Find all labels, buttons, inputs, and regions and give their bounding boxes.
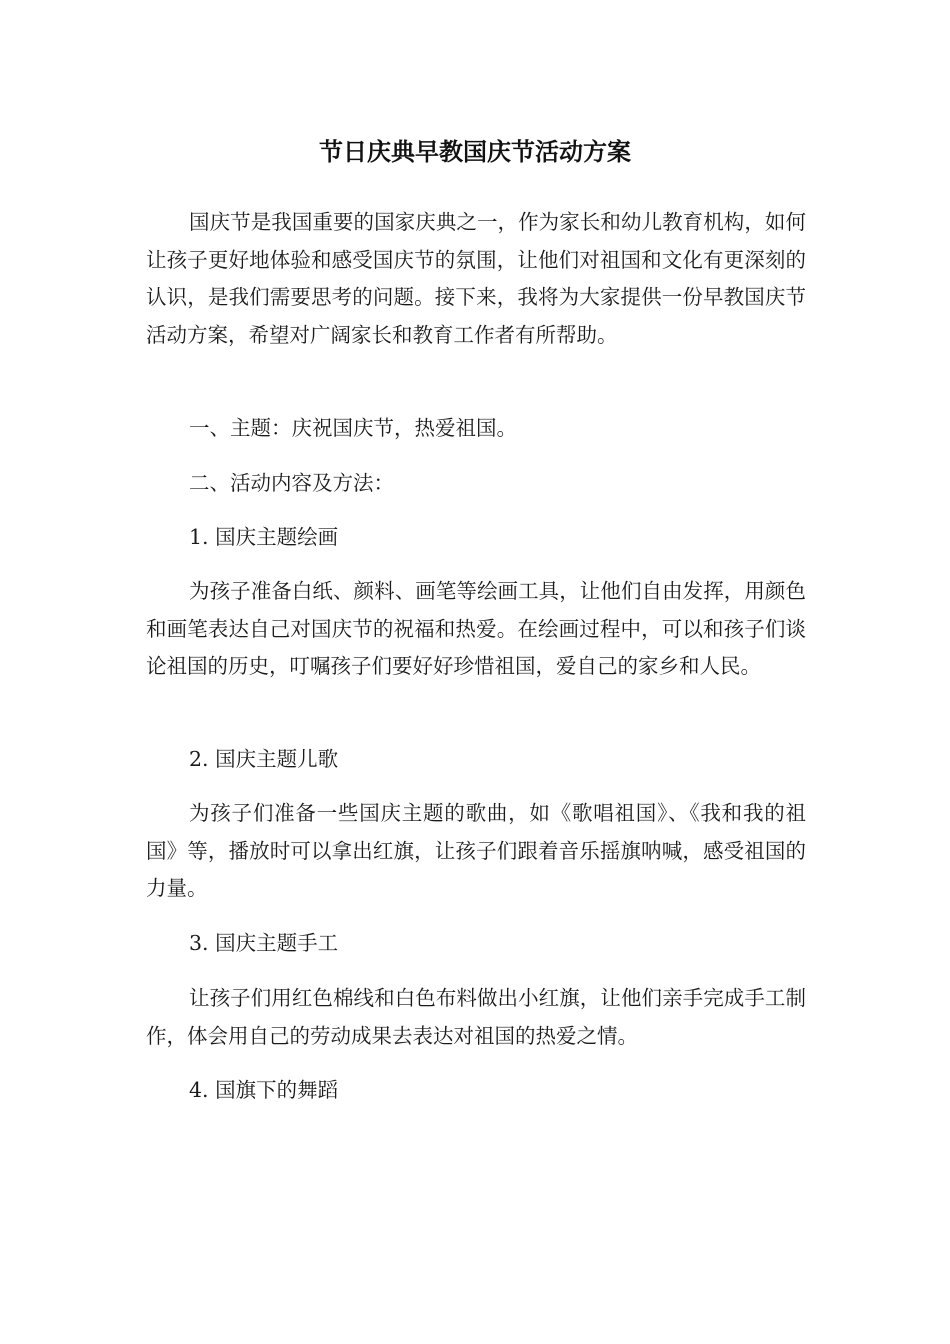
document-title: 节日庆典早教国庆节活动方案	[319, 138, 631, 166]
paragraph-handicraft: 让孩子们用红色棉线和白色布料做出小红旗，让他们亲手完成手工制作，体会用自己的劳动成果去表达对祖国的热爱之情。	[146, 986, 806, 1048]
paragraph-intro: 国庆节是我国重要的国家庆典之一，作为家长和幼儿教育机构，如何让孩子更好地体验和感受国庆节的氛围，让他们对祖国和文化有更深刻的认识，是我们需要思考的问题。接下来，我将为大家提供一份早教国庆节活动方案，希望对广阔家长和教育工作者有所帮助。	[146, 210, 806, 347]
item-heading-songs: 2. 国庆主题儿歌	[189, 747, 339, 771]
item-heading-handicraft: 3. 国庆主题手工	[189, 931, 339, 955]
paragraph-drawing: 为孩子准备白纸、颜料、画笔等绘画工具，让他们自由发挥，用颜色和画笔表达自己对国庆节的祝福和热爱。在绘画过程中，可以和孩子们谈论祖国的历史，叮嘱孩子们要好好珍惜祖国，爱自己的家乡和人民。	[146, 579, 806, 679]
item-heading-drawing: 1. 国庆主题绘画	[189, 525, 339, 549]
paragraph-section-heading: 二、活动内容及方法：	[189, 471, 394, 495]
paragraph-songs: 为孩子们准备一些国庆主题的歌曲，如《歌唱祖国》、《我和我的祖国》等，播放时可以拿出红旗，让孩子们跟着音乐摇旗呐喊，感受祖国的力量。	[146, 801, 806, 901]
paragraph-theme: 一、主题：庆祝国庆节，热爱祖国。	[189, 416, 517, 440]
item-heading-dance: 4. 国旗下的舞蹈	[189, 1078, 339, 1102]
